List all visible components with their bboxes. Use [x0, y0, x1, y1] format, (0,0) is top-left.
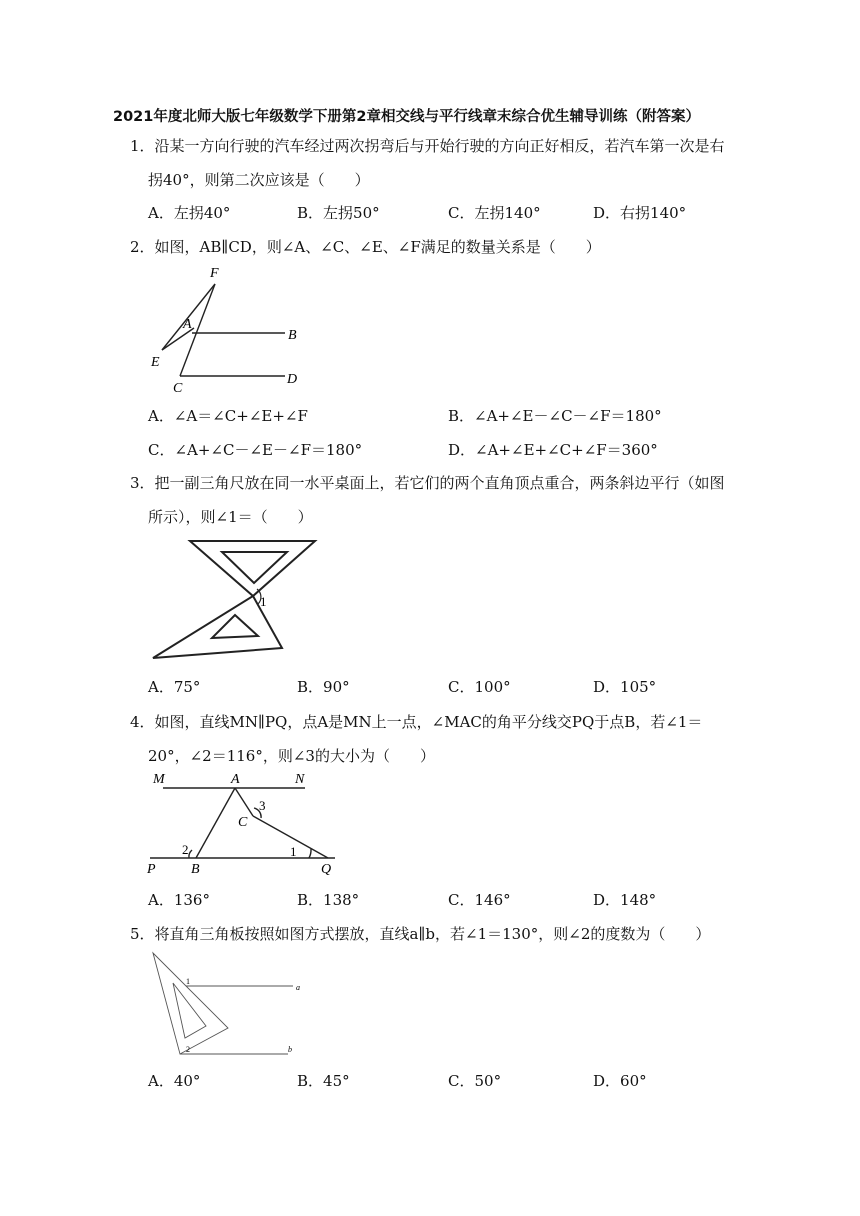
q2-option-b: B．∠A+∠E－∠C－∠F＝180°: [448, 407, 662, 425]
q5-option-d: D．60°: [593, 1072, 647, 1090]
q5-label-1: 1: [186, 977, 190, 986]
q5-label-2: 2: [186, 1045, 190, 1054]
q3-option-c: C．100°: [448, 678, 511, 696]
q4-label-1: 1: [290, 844, 297, 859]
q2-label-c: C: [173, 381, 183, 396]
q1-stem-line2: 拐40°，则第二次应该是（ ）: [148, 171, 370, 189]
q1-stem-line1: 1．沿某一方向行驶的汽车经过两次拐弯后与开始行驶的方向正好相反，若汽车第一次是右: [130, 137, 725, 155]
q1-option-a: A．左拐40°: [148, 204, 231, 222]
q3-figure: [150, 538, 320, 663]
q4-option-d: D．148°: [593, 891, 657, 909]
q4-label-3: 3: [259, 798, 266, 813]
q5-stem-line1: 5．将直角三角板按照如图方式摆放，直线a∥b，若∠1＝130°，则∠2的度数为（ ）: [130, 925, 711, 943]
q4-label-p: P: [147, 862, 156, 877]
q2-label-e: E: [151, 355, 160, 370]
q4-label-m: M: [153, 772, 165, 787]
q5-option-c: C．50°: [448, 1072, 502, 1090]
q3-option-a: A．75°: [148, 678, 201, 696]
q4-stem-line2: 20°，∠2＝116°，则∠3的大小为（ ）: [148, 747, 435, 765]
q2-stem-line1: 2．如图，AB∥CD，则∠A、∠C、∠E、∠F满足的数量关系是（ ）: [130, 238, 601, 256]
q4-label-a: A: [231, 772, 240, 787]
q4-label-2: 2: [182, 842, 189, 857]
q2-option-c: C．∠A+∠C－∠E－∠F＝180°: [148, 441, 363, 459]
q3-label-1: 1: [260, 594, 267, 609]
q5-option-a: A．40°: [148, 1072, 201, 1090]
q5-label-b: b: [288, 1045, 292, 1054]
q5-label-a: a: [296, 983, 300, 992]
q1-option-c: C．左拐140°: [448, 204, 541, 222]
q4-stem-line1: 4．如图，直线MN∥PQ，点A是MN上一点，∠MAC的角平分线交PQ于点B，若∠1＝: [130, 713, 703, 731]
q2-option-a: A．∠A＝∠C+∠E+∠F: [148, 407, 308, 425]
q1-option-b: B．左拐50°: [297, 204, 380, 222]
q4-label-n: N: [295, 772, 305, 787]
q2-figure: [145, 262, 325, 397]
q2-label-d: D: [287, 372, 298, 387]
q4-option-c: C．146°: [448, 891, 511, 909]
q2-label-b: B: [288, 328, 297, 343]
q2-label-f: F: [210, 266, 219, 281]
q4-label-q: Q: [321, 862, 332, 877]
q3-option-d: D．105°: [593, 678, 657, 696]
q3-option-b: B．90°: [297, 678, 350, 696]
q4-option-a: A．136°: [148, 891, 210, 909]
q5-figure: [148, 948, 308, 1063]
q3-stem-line2: 所示），则∠1＝（ ）: [148, 508, 313, 526]
q2-option-d: D．∠A+∠E+∠C+∠F＝360°: [448, 441, 658, 459]
q4-label-c: C: [238, 815, 248, 830]
q4-figure: [145, 768, 345, 878]
q3-stem-line1: 3．把一副三角尺放在同一水平桌面上，若它们的两个直角顶点重合，两条斜边平行（如图: [130, 474, 725, 492]
q2-label-a: A: [183, 317, 192, 332]
q1-option-d: D．右拐140°: [593, 204, 687, 222]
page-title: 2021年度北师大版七年级数学下册第2章相交线与平行线章末综合优生辅导训练（附答案）: [113, 109, 700, 125]
q5-option-b: B．45°: [297, 1072, 350, 1090]
q4-option-b: B．138°: [297, 891, 360, 909]
q4-label-b: B: [191, 862, 200, 877]
